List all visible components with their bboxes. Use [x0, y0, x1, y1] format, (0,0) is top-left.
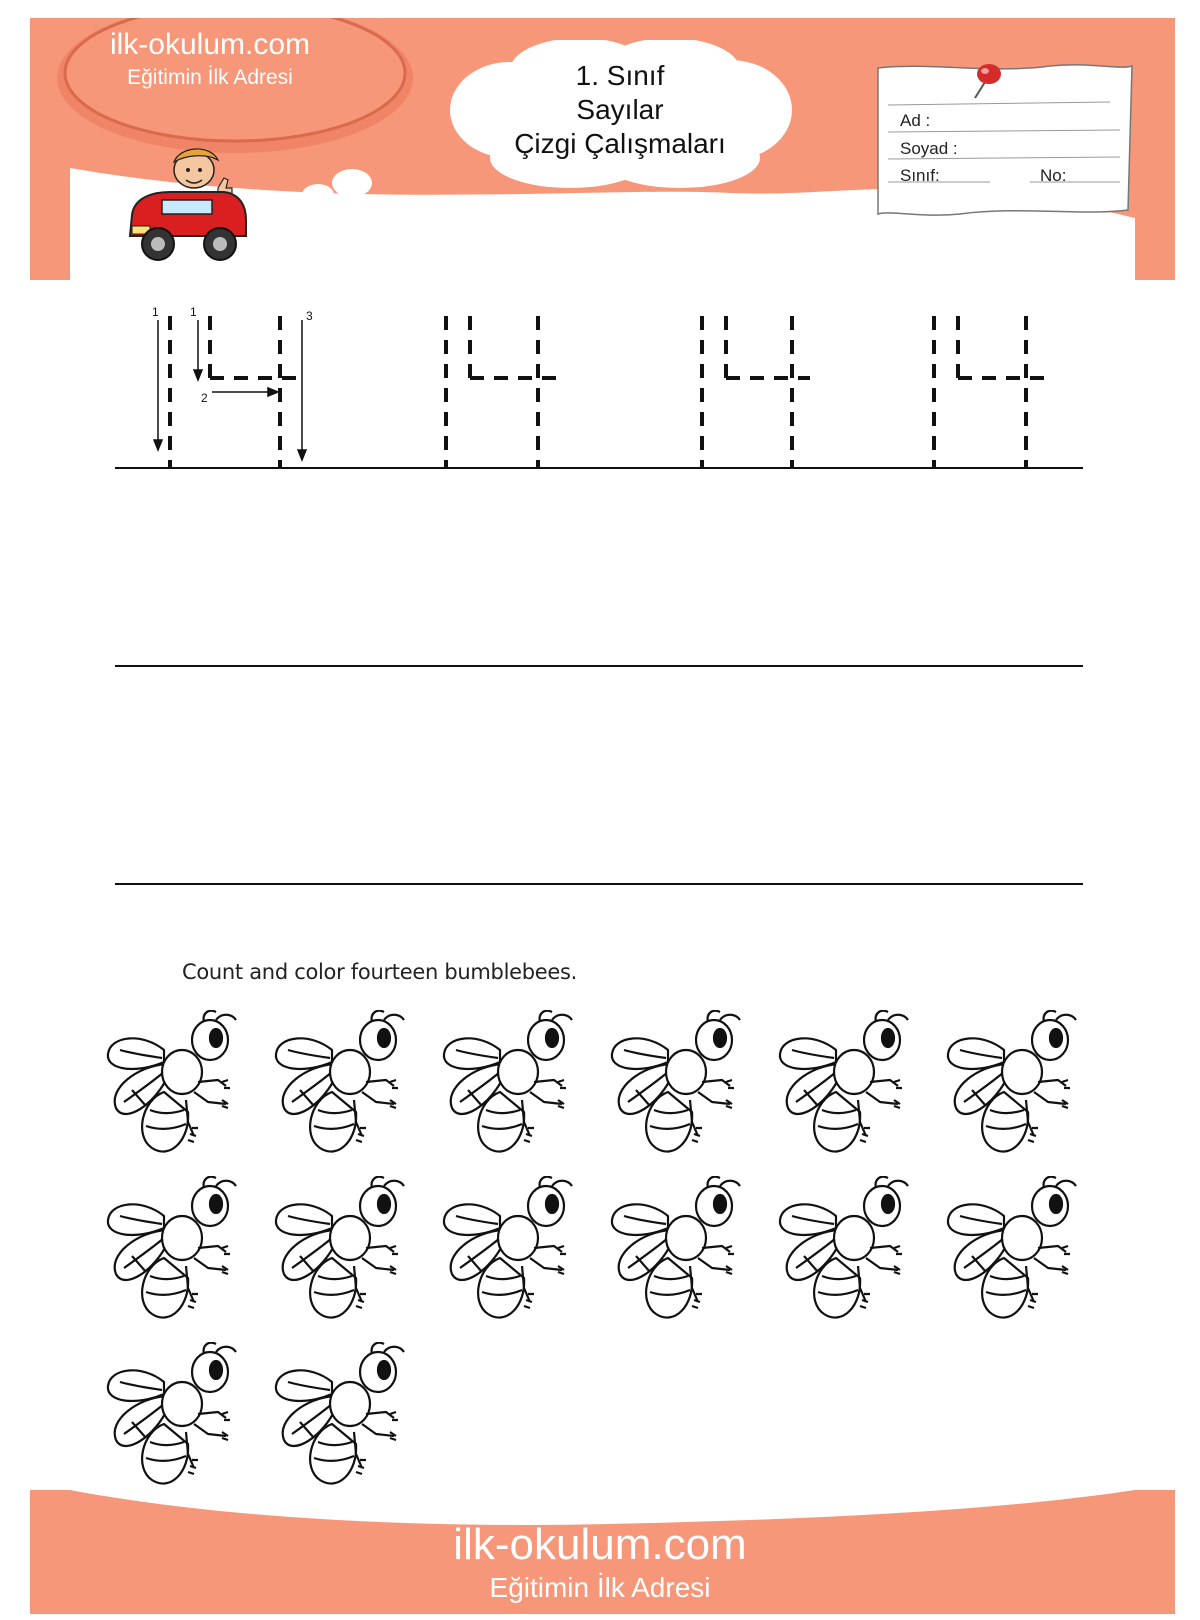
bumblebee-icon	[270, 1176, 410, 1326]
tracing-area	[0, 300, 1200, 900]
class-field-label: Sınıf:	[900, 166, 940, 185]
stroke-number: 2	[201, 391, 208, 405]
traced-digit	[702, 316, 810, 468]
bumblebee-icon	[270, 1342, 410, 1492]
exercise-instruction: Count and color fourteen bumblebees.	[182, 960, 578, 984]
traced-digit	[934, 316, 1044, 468]
number-field-label: No:	[1040, 166, 1067, 185]
bumblebee-icon	[774, 1010, 914, 1160]
bumblebee-icon	[102, 1176, 242, 1326]
bumblebee-icon	[606, 1176, 746, 1326]
bumblebee-icon	[942, 1010, 1082, 1160]
name-field-label: Ad :	[900, 111, 931, 130]
stroke-number: 3	[306, 309, 313, 323]
bumblebee-icon	[102, 1342, 242, 1492]
footer-tagline: Eğitimin İlk Adresi	[489, 1572, 711, 1603]
thought-bubble-dots	[240, 165, 380, 235]
traced-digit	[446, 316, 556, 468]
bumblebee-icon	[774, 1176, 914, 1326]
title-subject: Sayılar	[576, 94, 664, 125]
footer-site-name: ilk-okulum.com	[453, 1520, 747, 1569]
title-grade: 1. Sınıf	[575, 60, 665, 91]
bumblebee-icon	[102, 1010, 242, 1160]
logo-tagline: Eğitimin İlk Adresi	[127, 66, 293, 89]
bumblebee-icon	[942, 1176, 1082, 1326]
car-cartoon-icon	[122, 140, 252, 265]
stroke-number: 1	[190, 305, 197, 319]
logo-site-name: ilk-okulum.com	[109, 28, 311, 61]
stroke-direction-arrows	[154, 320, 306, 460]
surname-field-label: Soyad :	[900, 139, 958, 158]
title-topic: Çizgi Çalışmaları	[514, 128, 726, 159]
bumblebee-icon	[270, 1010, 410, 1160]
bumblebee-icon	[606, 1010, 746, 1160]
stroke-number: 1	[152, 305, 159, 319]
bumblebee-icon	[438, 1010, 578, 1160]
bumblebee-icon	[438, 1176, 578, 1326]
